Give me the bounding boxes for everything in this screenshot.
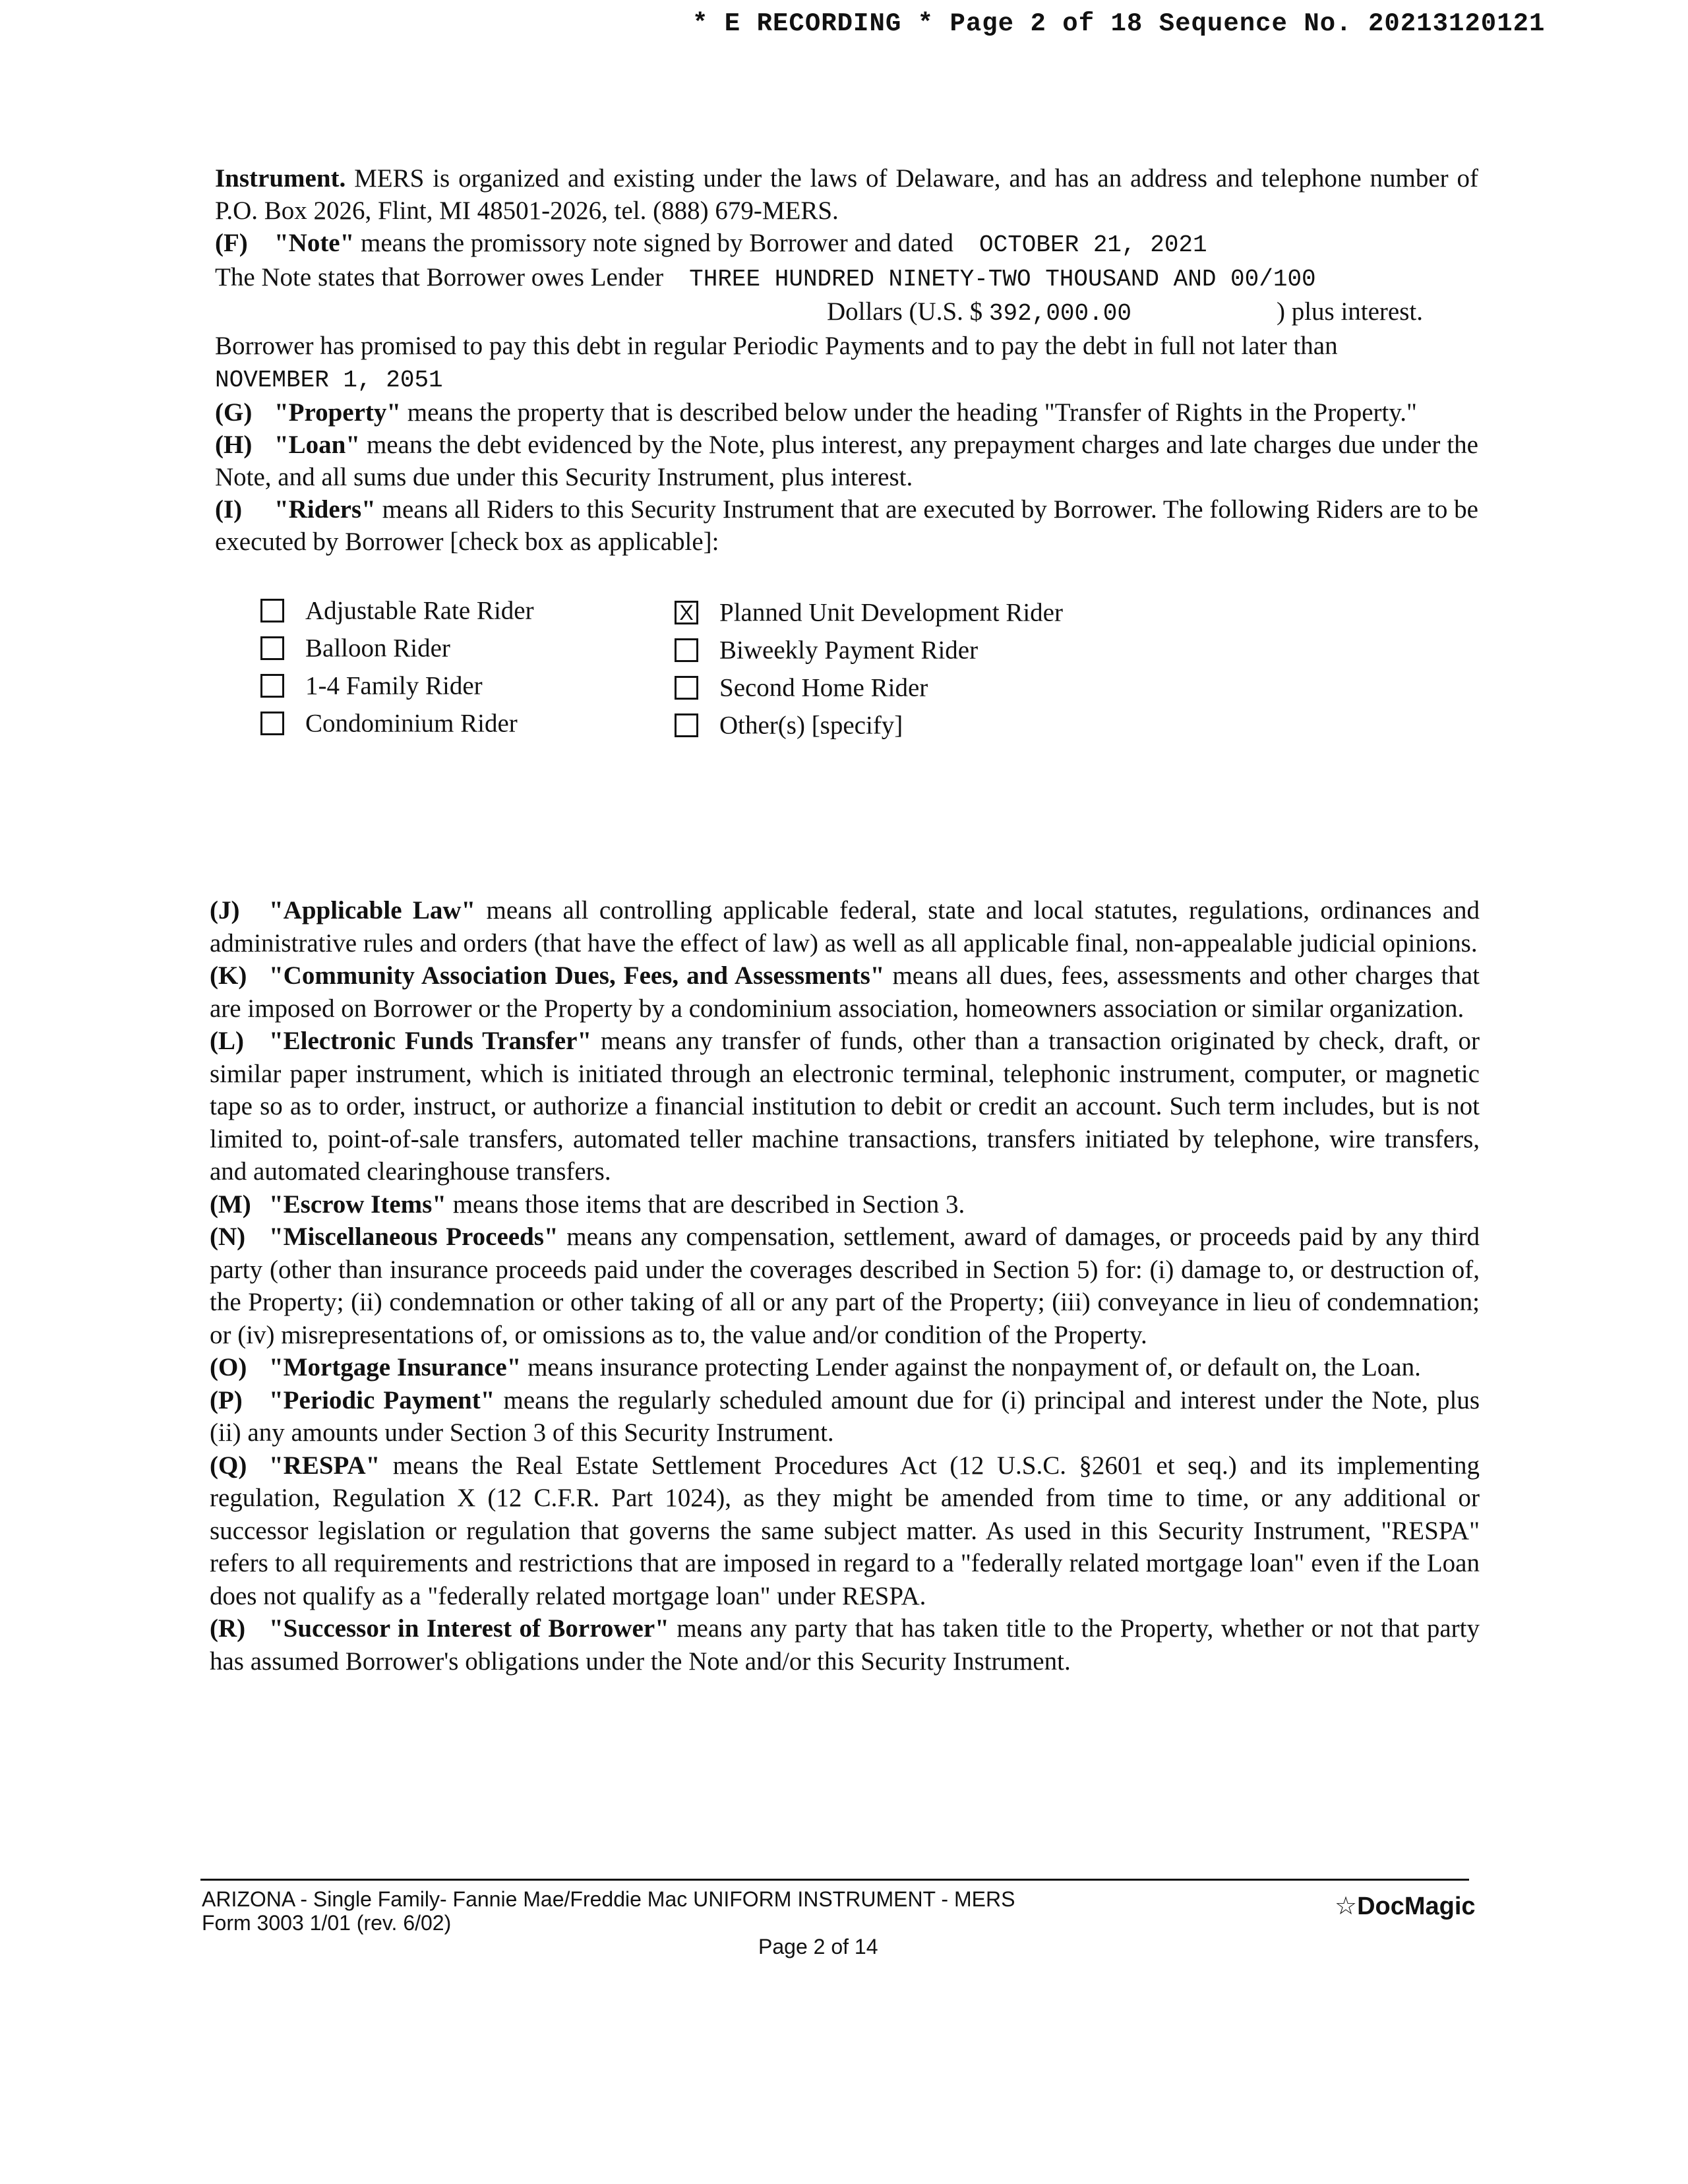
rider-label: Condominium Rider — [305, 709, 518, 738]
definition-text: means any compensation, settlement, award of damages, or proceeds paid by any third party (other than insurance proceeds paid under the coverages described in Section 5) for: (i) damage to, or destruction of, the Property; (ii) condemnation or other taking of all or any part of the Property; (iii) conveyance in lieu of condemnation; or (iv) misrepresentations of, or omissions as to, the value and/or condition of the Property. — [210, 1223, 1480, 1349]
definition-applicable-law — [210, 894, 1480, 959]
definition-text: means the Real Estate Settlement Procedures Act (12 U.S.C. §2601 et seq.) and its implementing regulation, Regulation X (12 C.F.R. Part 1024), as they might be amended from time to time, or any additional or successor legislation or regulation that governs the same subject matter. As used in this Security Instrument, "RESPA" refers to all requirements and restrictions that are imposed in regard to a "federally related mortgage loan" even if the Loan does not qualify as a "federally related mortgage loan" under RESPA. — [210, 1451, 1480, 1610]
rider-label: Second Home Rider — [719, 673, 928, 702]
riders-term: "Riders" — [274, 495, 376, 524]
footer-divider — [200, 1879, 1469, 1881]
definition-term: "Successor in Interest of Borrower" — [269, 1614, 669, 1643]
note-maturity-line — [215, 362, 1478, 396]
property-definition — [215, 396, 1478, 429]
note-owes-text: The Note states that Borrower owes Lender — [215, 263, 670, 291]
definition-term: "Miscellaneous Proceeds" — [269, 1223, 558, 1251]
definition-periodic-payment — [210, 1384, 1480, 1449]
intro-lead: Instrument. — [215, 164, 346, 193]
note-dollars-line — [215, 295, 1478, 330]
footer-page-number: Page 2 of 14 — [758, 1935, 878, 1958]
note-amount-words: THREE HUNDRED NINETY-TWO THOUSAND AND 00/100 — [689, 266, 1316, 293]
note-date: OCTOBER 21, 2021 — [979, 231, 1207, 258]
definition-text: means the regularly scheduled amount due for (i) principal and interest under the Note, plus (ii) any amounts under Section 3 of this Security Instrument. — [210, 1385, 1480, 1447]
definition-letter: (O) — [210, 1353, 247, 1381]
footer-form-info — [202, 1887, 1015, 1935]
loan-term: "Loan" — [274, 431, 361, 459]
rider-others — [675, 708, 903, 741]
property-text: means the property that is described below under the heading "Transfer of Rights in the Property." — [401, 398, 1417, 427]
definition-text: means those items that are described in Section 3. — [446, 1190, 965, 1219]
recording-header: * E RECORDING * Page 2 of 18 Sequence No. 20213120121 — [692, 9, 1546, 38]
definition-respa — [210, 1449, 1480, 1613]
definition-text: means insurance protecting Lender against the nonpayment of, or default on, the Loan. — [521, 1353, 1421, 1381]
footer-line-1: ARIZONA - Single Family- Fannie Mae/Freddie Mac UNIFORM INSTRUMENT - MERS — [202, 1887, 1015, 1911]
note-amount: 392,000.00 — [988, 300, 1131, 327]
definition-term: "Mortgage Insurance" — [269, 1353, 522, 1381]
rider-checkbox-checked[interactable]: X — [675, 601, 698, 624]
definition-term: "Applicable Law" — [269, 896, 476, 925]
definition-letter: (N) — [210, 1223, 246, 1251]
definition-term: "Community Association Dues, Fees, and Assessments" — [269, 961, 885, 990]
note-term: "Note" — [274, 229, 355, 257]
note-dollars-post: ) plus interest. — [1276, 297, 1423, 326]
riders-letter: (I) — [215, 495, 243, 524]
document-body-top — [215, 162, 1478, 558]
note-dollars-pre: Dollars (U.S. $ — [827, 297, 989, 326]
riders-text: means all Riders to this Security Instrument that are executed by Borrower. The following Riders are to be executed by Borrower [check box as applicable]: — [215, 495, 1478, 556]
rider-balloon — [260, 631, 450, 664]
definition-miscellaneous-proceeds — [210, 1221, 1480, 1351]
rider-checkbox[interactable] — [260, 599, 284, 622]
rider-label: Other(s) [specify] — [719, 711, 903, 740]
definition-escrow-items — [210, 1188, 1480, 1221]
rider-checkbox[interactable] — [260, 674, 284, 698]
definition-letter: (M) — [210, 1190, 251, 1219]
note-promise-text: Borrower has promised to pay this debt in regular Periodic Payments and to pay the debt in full not later than — [215, 332, 1338, 360]
rider-1-4-family — [260, 669, 483, 702]
property-letter: (G) — [215, 398, 253, 427]
loan-text: means the debt evidenced by the Note, plus interest, any prepayment charges and late charges due under the Note, and all sums due under this Security Instrument, plus interest. — [215, 431, 1478, 491]
definition-community-association — [210, 959, 1480, 1025]
riders-definition — [215, 493, 1478, 558]
definition-term: "Periodic Payment" — [269, 1385, 495, 1414]
note-owes-line — [215, 261, 1478, 295]
rider-planned-unit-development — [675, 595, 1063, 628]
loan-definition — [215, 429, 1478, 493]
note-definition — [215, 227, 1478, 261]
property-term: "Property" — [274, 398, 402, 427]
rider-checkbox[interactable] — [675, 676, 698, 700]
intro-text: MERS is organized and existing under the laws of Delaware, and has an address and telephone number of P.O. Box 2026, Flint, MI 48501-2026, tel. (888) 679-MERS. — [215, 164, 1478, 225]
rider-label: Balloon Rider — [305, 634, 450, 663]
rider-label: Adjustable Rate Rider — [305, 596, 534, 625]
definition-text: means all controlling applicable federal, state and local statutes, regulations, ordinances and administrative rules and orders (that have the effect of law) as well as all applicable final, non-appealable judicial opinions. — [210, 896, 1480, 957]
rider-label: Planned Unit Development Rider — [719, 598, 1063, 627]
rider-adjustable-rate — [260, 593, 534, 626]
intro-paragraph — [215, 162, 1478, 227]
rider-second-home — [675, 671, 928, 704]
definition-letter: (J) — [210, 896, 240, 925]
rider-biweekly-payment — [675, 633, 978, 666]
definition-text: means any transfer of funds, other than a transaction originated by check, draft, or similar paper instrument, which is initiated through an electronic terminal, telephonic instrument, computer, or magnetic tape so as to order, instruct, or authorize a financial institution to debit or credit an account. Such term includes, but is not limited to, point-of-sale transfers, automated teller machine transactions, transfers initiated by telephone, wire transfers, and automated clearinghouse transfers. — [210, 1027, 1480, 1186]
rider-label: Biweekly Payment Rider — [719, 636, 979, 665]
note-promise-line — [215, 330, 1478, 362]
rider-label: 1-4 Family Rider — [305, 671, 483, 700]
rider-checkbox[interactable] — [675, 713, 698, 737]
definition-letter: (K) — [210, 961, 247, 990]
definition-term: "RESPA" — [269, 1451, 380, 1480]
rider-checkbox[interactable] — [260, 712, 284, 735]
definition-text: means any party that has taken title to the Property, whether or not that party has assumed Borrower's obligations under the Note and/or this Security Instrument. — [210, 1614, 1480, 1676]
definitions-list — [210, 894, 1480, 1678]
rider-checkbox[interactable] — [675, 638, 698, 662]
footer-line-2: Form 3003 1/01 (rev. 6/02) — [202, 1911, 452, 1935]
definition-text: means all dues, fees, assessments and other charges that are imposed on Borrower or the Property by a condominium association, homeowners association or similar organization. — [210, 961, 1480, 1023]
docmagic-logo: ☆DocMagic — [1335, 1893, 1476, 1920]
definition-mortgage-insurance — [210, 1351, 1480, 1384]
definition-term: "Escrow Items" — [269, 1190, 446, 1219]
definition-successor-in-interest — [210, 1612, 1480, 1678]
definition-letter: (P) — [210, 1385, 243, 1414]
definition-electronic-funds-transfer — [210, 1025, 1480, 1188]
definition-term: "Electronic Funds Transfer" — [269, 1027, 592, 1055]
rider-checkbox[interactable] — [260, 636, 284, 660]
definition-letter: (R) — [210, 1614, 246, 1643]
rider-condominium — [260, 706, 518, 739]
loan-letter: (H) — [215, 431, 253, 459]
note-letter: (F) — [215, 229, 248, 257]
definition-letter: (L) — [210, 1027, 244, 1055]
note-maturity: NOVEMBER 1, 2051 — [215, 367, 443, 394]
note-text: means the promissory note signed by Borrower and dated — [354, 229, 960, 257]
definition-letter: (Q) — [210, 1451, 247, 1480]
